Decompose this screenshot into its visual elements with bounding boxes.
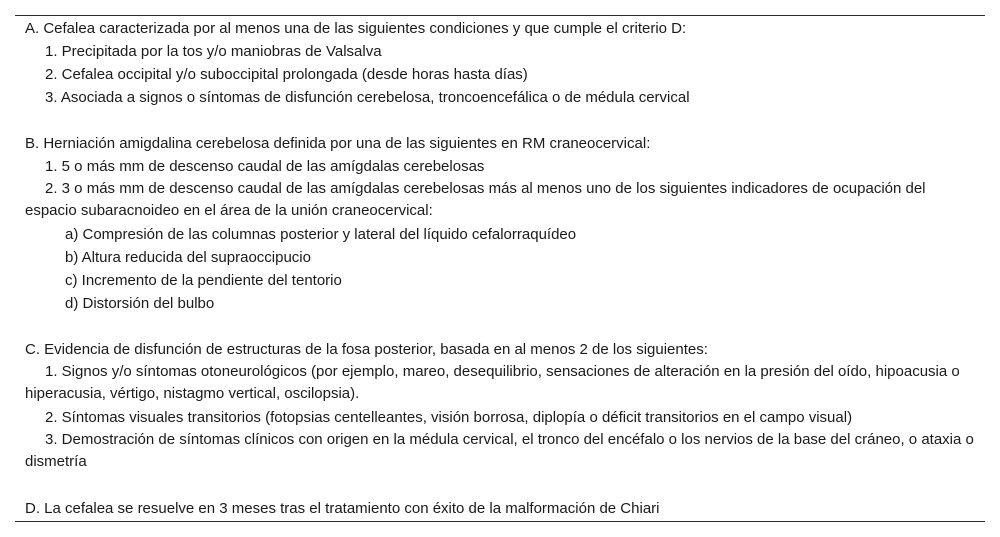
section-b-heading: B. Herniación amigdalina cerebelosa definida por una de las siguientes en RM craneocervical: (25, 135, 651, 152)
criteria-table (25, 17, 975, 520)
spacer (25, 315, 975, 338)
spacer (25, 474, 975, 497)
section-c-item-1: 1. Signos y/o síntomas otoneurológicos (por ejemplo, mareo, desequilibrio, sensaciones de alteración en la presión del oído, hipoacusia o hiperacusia, vértigo, nistagmo vertical, oscilopsia). (25, 363, 960, 402)
section-a-item-3: 3. Asociada a signos o síntomas de disfunción cerebelosa, troncoencefálica o de médula cervical (45, 89, 690, 106)
section-c-heading: C. Evidencia de disfunción de estructuras de la fosa posterior, basada en al menos 2 de los siguientes: (25, 341, 708, 358)
section-d-heading: D. La cefalea se resuelve en 3 meses tras el tratamiento con éxito de la malformación de Chiari (25, 500, 660, 517)
section-b-item-1: 1. 5 o más mm de descenso caudal de las amígdalas cerebelosas (45, 158, 485, 175)
section-b-subitem-d: d) Distorsión del bulbo (65, 295, 215, 312)
spacer (25, 109, 975, 132)
section-a-item-2: 2. Cefalea occipital y/o suboccipital prolongada (desde horas hasta días) (45, 66, 528, 83)
section-b-item-2: 2. 3 o más mm de descenso caudal de las amígdalas cerebelosas más al menos uno de los siguientes indicadores de ocupación del espacio subaracnoideo en el área de la unión craneocervical: (25, 180, 926, 219)
section-a-item-1: 1. Precipitada por la tos y/o maniobras de Valsalva (45, 43, 382, 60)
section-c-item-3: 3. Demostración de síntomas clínicos con origen en la médula cervical, el tronco del encéfalo o los nervios de la base del cráneo, o ataxia o dismetría (25, 431, 974, 470)
section-b-subitem-a: a) Compresión de las columnas posterior y lateral del líquido cefalorraquídeo (65, 226, 577, 243)
section-a-heading: A. Cefalea caracterizada por al menos una de las siguientes condiciones y que cumple el criterio D: (25, 20, 687, 37)
section-b-subitem-c: c) Incremento de la pendiente del tentorio (65, 272, 342, 289)
top-rule (15, 15, 985, 16)
section-b-subitem-b: b) Altura reducida del supraoccipucio (65, 249, 311, 266)
section-c-item-2: 2. Síntomas visuales transitorios (fotopsias centelleantes, visión borrosa, diplopía o déficit transitorios en el campo visual) (45, 409, 853, 426)
bottom-rule (15, 521, 985, 522)
